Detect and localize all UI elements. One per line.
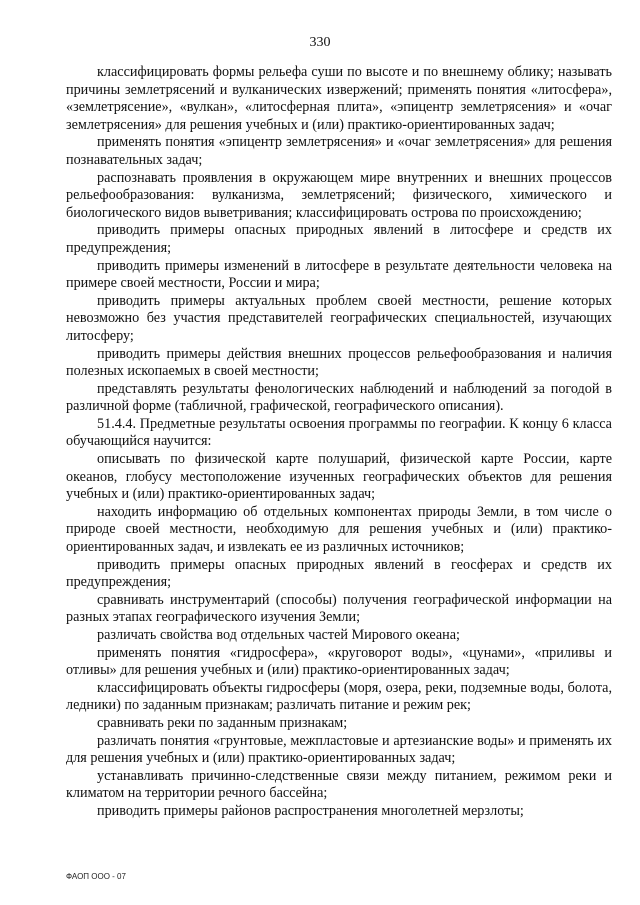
paragraph: находить информацию об отдельных компонентах природы Земли, в том числе о природе своей местности, необходимую для решения учебных и (или) практико-ориентированных задач, и извлекать ее из различных источников;: [66, 503, 612, 556]
paragraph: распознавать проявления в окружающем мире внутренних и внешних процессов рельефообразования: вулканизма, землетрясений; физического, химического и биологического видов выветривания; классифицировать острова по происхождению;: [66, 169, 612, 221]
page-number: 330: [309, 35, 331, 50]
paragraph: сравнивать инструментарий (способы) получения географической информации на разных этапах географического изучения Земли;: [66, 591, 612, 626]
paragraph: приводить примеры опасных природных явлений в литосфере и средств их предупреждения;: [66, 222, 612, 256]
paragraph: представлять результаты фенологических наблюдений и наблюдений за погодой в различной форме (табличной, графической, географического описания).: [66, 380, 612, 415]
paragraph: классифицировать формы рельефа суши по высоте и по внешнему облику; называть причины землетрясений и вулканических извержений; применять понятия «литосфера», «землетрясение», «вулкан», «литосферная плита», «эпицентр землетрясения» и «очаг землетрясения» для решения учебных и (или) практико-ориентированных задач;: [66, 64, 612, 133]
paragraph: приводить примеры действия внешних процессов рельефообразования и наличия полезных ископаемых в своей местности;: [66, 345, 612, 380]
paragraph: различать свойства вод отдельных частей Мирового океана;: [97, 627, 460, 643]
paragraph: приводить примеры актуальных проблем своей местности, решение которых невозможно без участия представителей географических специальностей, изучающих литосферу;: [66, 292, 612, 344]
paragraph: приводить примеры опасных природных явлений в геосферах и средств их предупреждения;: [66, 556, 612, 591]
paragraph: применять понятия «эпицентр землетрясения» и «очаг землетрясения» для решения познавательных задач;: [66, 134, 612, 168]
paragraph: применять понятия «гидросфера», «круговорот воды», «цунами», «приливы и отливы» для решения учебных и (или) практико-ориентированных задач;: [66, 644, 612, 679]
paragraph: приводить примеры районов распространения многолетней мерзлоты;: [97, 802, 524, 819]
paragraph: устанавливать причинно-следственные связи между питанием, режимом реки и климатом на территории речного бассейна;: [66, 767, 612, 802]
paragraph: различать понятия «грунтовые, межпластовые и артезианские воды» и применять их для решения учебных и (или) практико-ориентированных задач;: [66, 732, 612, 767]
paragraph: классифицировать объекты гидросферы (моря, озера, реки, подземные воды, болота, ледники) по заданным признакам; различать питание и режим рек;: [66, 679, 612, 714]
footer-code: ФАОП ООО - 07: [66, 872, 126, 881]
paragraph: сравнивать реки по заданным признакам;: [97, 714, 348, 731]
document-body: [66, 64, 612, 821]
paragraph: 51.4.4. Предметные результаты освоения программы по географии. К концу 6 класса обучающийся научится:: [66, 415, 612, 450]
paragraph: описывать по физической карте полушарий, физической карте России, карте океанов, глобусу местоположение изученных географических объектов для решения учебных и (или) практико-ориентированных задач;: [66, 451, 612, 503]
paragraph: приводить примеры изменений в литосфере в результате деятельности человека на примере своей местности, России и мира;: [66, 257, 612, 292]
